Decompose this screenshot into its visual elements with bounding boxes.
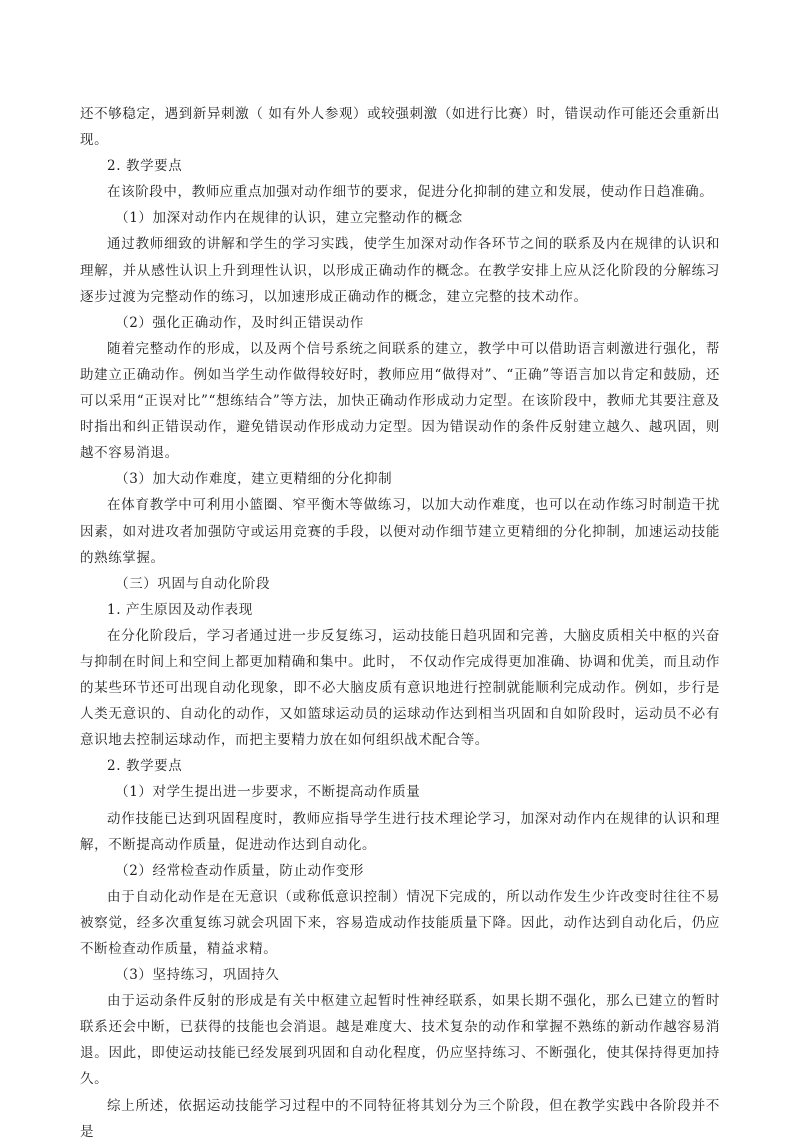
section-heading: 1. 产生原因及动作表现 <box>107 601 253 618</box>
stage-heading: （三）巩固与自动化阶段 <box>115 575 271 592</box>
paragraph: 由于运动条件反射的形成是有关中枢建立起暂时性神经联系，如果长期不强化，那么已建立的暂时联系还会中断，已获得的技能也会消退。越是难度大、技术复杂的动作和掌握不熟练的新动作越容易消退。因此，即使运动技能已经发展到巩固和自动化程度，仍应坚持练习、不断强化，使其保持得更加持久。 <box>80 993 720 1088</box>
subsection-heading: （3）坚持练习，巩固持久 <box>115 967 280 984</box>
paragraph: 由于自动化动作是在无意识（或称低意识控制）情况下完成的，所以动作发生少许改变时往往不易被察觉，经多次重复练习就会巩固下来，容易造成动作技能质量下降。因此，动作达到自动化后，仍应不断检查动作质量，精益求精。 <box>80 888 720 957</box>
paragraph: 通过教师细致的讲解和学生的学习实践，使学生加深对动作各环节之间的联系及内在规律的认识和理解，并从感性认识上升到理性认识，以形成正确动作的概念。在教学安排上应从泛化阶段的分解练习逐步过渡为完整动作的练习，以加速形成正确动作的概念，建立完整的技术动作。 <box>80 236 720 305</box>
section-heading: 2. 教学要点 <box>107 158 183 175</box>
paragraph: 随着完整动作的形成，以及两个信号系统之间联系的建立，教学中可以借助语言刺激进行强化，帮助建立正确动作。例如当学生动作做得较好时，教师应用“做得对”、“正确”等语言加以肯定和鼓励，还可以采用“正误对比”“想练结合”等方法，加快正确动作形成动力定型。在该阶段中，教师尤其要注意及时指出和纠正错误动作，避免错误动作形成动力定型。因为错误动作的条件反射建立越久、越巩固，则越不容易消退。 <box>80 340 720 462</box>
subsection-heading: （2）经常检查动作质量，防止动作变形 <box>115 862 364 879</box>
subsection-heading: （1）加深对动作内在规律的认识，建立完整动作的概念 <box>115 210 463 227</box>
subsection-heading: （2）强化正确动作，及时纠正错误动作 <box>115 314 364 331</box>
subsection-heading: （3）加大动作难度，建立更精细的分化抑制 <box>115 471 393 488</box>
document-page <box>80 101 720 1145</box>
paragraph: 在体育教学中可利用小篮圈、窄平衡木等做练习，以加大动作难度，也可以在动作练习时制造干扰因素，如对进攻者加强防守或运用竞赛的手段，以便对动作细节建立更精细的分化抑制，加速运动技能的熟练掌握。 <box>80 497 720 566</box>
subsection-heading: （1）对学生提出进一步要求，不断提高动作质量 <box>115 784 421 801</box>
paragraph: 还不够稳定，遇到新异刺激（ 如有外人参观）或较强刺激（如进行比赛）时，错误动作可能还会重新出现。 <box>80 106 720 149</box>
section-heading: 2. 教学要点 <box>107 758 183 775</box>
paragraph: 综上所述，依据运动技能学习过程中的不同特征将其划分为三个阶段，但在教学实践中各阶段并不是 <box>80 1097 720 1140</box>
paragraph: 在该阶段中，教师应重点加强对动作细节的要求，促进分化抑制的建立和发展，使动作日趋准确。 <box>107 184 714 201</box>
paragraph: 动作技能已达到巩固程度时，教师应指导学生进行技术理论学习，加深对动作内在规律的认识和理解，不断提高动作质量，促进动作达到自动化。 <box>80 810 720 853</box>
paragraph: 在分化阶段后，学习者通过进一步反复练习，运动技能日趋巩固和完善，大脑皮质相关中枢的兴奋与抑制在时间上和空间上都更加精确和集中。此时， 不仅动作完成得更加准确、协调和优美，而且动作的某些环节还可出现自动化现象，即不必大脑皮质有意识地进行控制就能顺利完成动作。例如，步行是人类无意识的、自动化的动作，又如篮球运动员的运球动作达到相当巩固和自如阶段时，运动员不必有意识地去控制运球动作，而把主要精力放在如何组织战术配合等。 <box>80 627 720 749</box>
